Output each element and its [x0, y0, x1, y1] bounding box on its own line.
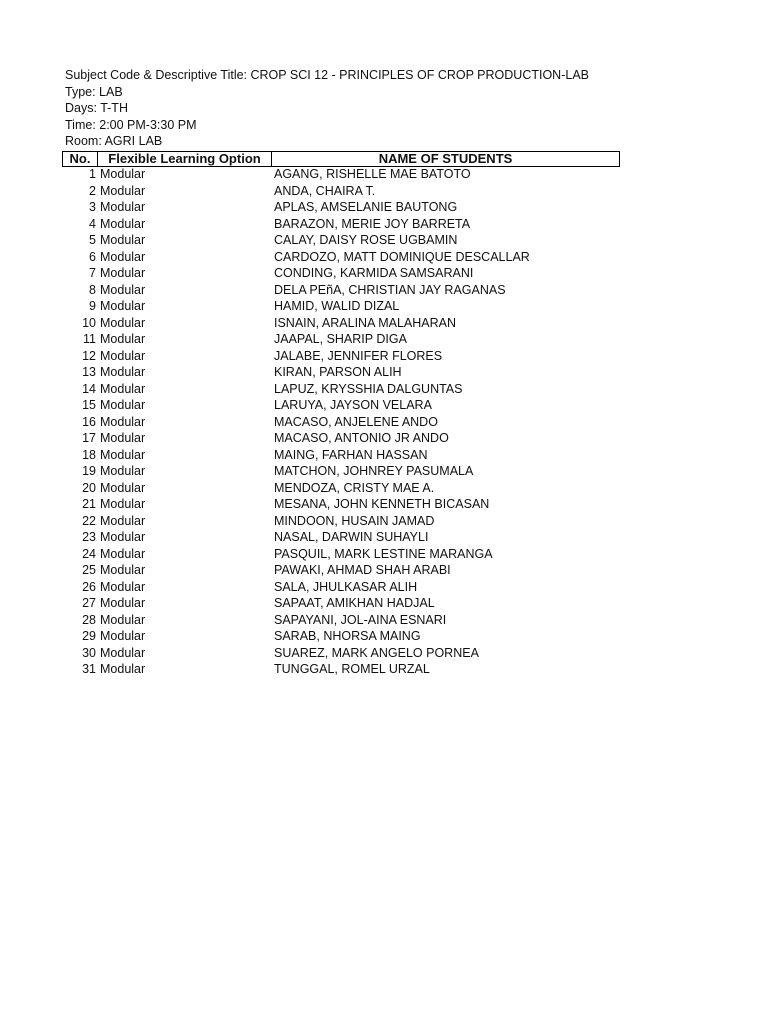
table-row	[62, 349, 620, 366]
table-row	[62, 629, 620, 646]
table-row	[62, 596, 620, 613]
class-room: Room: AGRI LAB	[65, 134, 163, 149]
table-row	[62, 481, 620, 498]
table-row	[62, 530, 620, 547]
row-learning-option: Modular	[100, 447, 146, 462]
row-student-name: HAMID, WALID DIZAL	[274, 299, 400, 313]
row-number: 28	[82, 612, 96, 627]
table-row	[62, 646, 620, 663]
row-student-name: CARDOZO, MATT DOMINIQUE DESCALLAR	[274, 249, 530, 264]
row-student-name: PAWAKI, AHMAD SHAH ARABI	[274, 563, 451, 577]
row-student-name: KIRAN, PARSON ALIH	[274, 365, 402, 379]
row-student-name: SALA, JHULKASAR ALIH	[274, 579, 418, 594]
row-student-name: ISNAIN, ARALINA MALAHARAN	[274, 315, 457, 330]
row-number: 17	[82, 431, 96, 445]
row-student-name: NASAL, DARWIN SUHAYLI	[274, 530, 429, 544]
row-student-name: DELA PEñA, CHRISTIAN JAY RAGANAS	[274, 282, 506, 297]
row-learning-option: Modular	[100, 249, 146, 264]
row-student-name: SARAB, NHORSA MAING	[274, 629, 421, 643]
class-info-block	[65, 67, 589, 150]
row-learning-option: Modular	[100, 480, 146, 495]
row-student-name: PASQUIL, MARK LESTINE MARANGA	[274, 546, 493, 561]
row-learning-option: Modular	[100, 365, 146, 379]
row-number: 23	[82, 530, 96, 544]
student-roster-table	[62, 151, 620, 679]
row-learning-option: Modular	[100, 216, 146, 231]
table-row	[62, 233, 620, 250]
table-row	[62, 316, 620, 333]
row-student-name: BARAZON, MERIE JOY BARRETA	[274, 216, 471, 231]
row-number: 5	[89, 233, 96, 247]
row-learning-option: Modular	[100, 167, 146, 181]
class-time: Time: 2:00 PM-3:30 PM	[65, 117, 197, 132]
row-number: 11	[83, 332, 96, 346]
row-student-name: LAPUZ, KRYSSHIA DALGUNTAS	[274, 381, 463, 396]
row-learning-option: Modular	[100, 464, 146, 478]
row-number: 24	[82, 546, 96, 561]
table-row	[62, 217, 620, 234]
row-learning-option: Modular	[100, 513, 146, 528]
row-number: 27	[82, 596, 96, 610]
row-number: 10	[82, 315, 96, 330]
table-row	[62, 299, 620, 316]
table-row	[62, 365, 620, 382]
row-number: 30	[82, 645, 96, 660]
table-row	[62, 497, 620, 514]
row-learning-option: Modular	[100, 398, 146, 412]
row-learning-option: Modular	[100, 629, 146, 643]
table-row	[62, 580, 620, 597]
table-row	[62, 382, 620, 399]
row-number: 12	[82, 348, 96, 363]
row-number: 26	[82, 579, 96, 594]
table-row	[62, 167, 620, 184]
row-learning-option: Modular	[100, 497, 146, 511]
row-learning-option: Modular	[100, 332, 146, 346]
column-header-no: No.	[63, 152, 98, 166]
row-number: 21	[82, 497, 96, 511]
row-student-name: MAING, FARHAN HASSAN	[274, 447, 428, 462]
class-type: Type: LAB	[65, 84, 123, 99]
table-row	[62, 332, 620, 349]
class-days: Days: T-TH	[65, 101, 128, 116]
row-learning-option: Modular	[100, 579, 146, 594]
row-number: 18	[82, 447, 96, 462]
row-number: 9	[89, 299, 96, 313]
row-number: 8	[89, 282, 96, 297]
row-student-name: MATCHON, JOHNREY PASUMALA	[274, 464, 474, 478]
table-row	[62, 464, 620, 481]
row-student-name: LARUYA, JAYSON VELARA	[274, 398, 432, 412]
row-learning-option: Modular	[100, 299, 146, 313]
row-student-name: JAAPAL, SHARIP DIGA	[274, 332, 407, 346]
row-number: 15	[82, 398, 96, 412]
subject-code-title: Subject Code & Descriptive Title: CROP SCI 12 - PRINCIPLES OF CROP PRODUCTION-LAB	[65, 68, 589, 82]
table-row	[62, 448, 620, 465]
table-header	[62, 151, 620, 167]
row-learning-option: Modular	[100, 563, 146, 577]
row-number: 16	[82, 414, 96, 429]
table-row	[62, 200, 620, 217]
table-row	[62, 547, 620, 564]
table-row	[62, 613, 620, 630]
row-learning-option: Modular	[100, 266, 146, 280]
row-learning-option: Modular	[100, 612, 146, 627]
row-student-name: MACASO, ANJELENE ANDO	[274, 414, 438, 429]
column-header-learning-option: Flexible Learning Option	[98, 152, 272, 166]
row-number: 31	[82, 662, 96, 676]
row-number: 2	[89, 183, 96, 198]
table-row	[62, 266, 620, 283]
row-student-name: MACASO, ANTONIO JR ANDO	[274, 431, 449, 445]
row-student-name: SAPAAT, AMIKHAN HADJAL	[274, 596, 435, 610]
row-student-name: JALABE, JENNIFER FLORES	[274, 348, 443, 363]
row-learning-option: Modular	[100, 183, 146, 198]
table-row	[62, 184, 620, 201]
row-learning-option: Modular	[100, 414, 146, 429]
row-number: 22	[82, 513, 96, 528]
row-learning-option: Modular	[100, 530, 146, 544]
row-learning-option: Modular	[100, 596, 146, 610]
row-student-name: MINDOON, HUSAIN JAMAD	[274, 513, 435, 528]
row-learning-option: Modular	[100, 282, 146, 297]
row-learning-option: Modular	[100, 645, 146, 660]
row-student-name: CONDING, KARMIDA SAMSARANI	[274, 266, 474, 280]
row-learning-option: Modular	[100, 348, 146, 363]
row-learning-option: Modular	[100, 381, 146, 396]
row-number: 6	[89, 249, 96, 264]
row-number: 13	[82, 365, 96, 379]
table-row	[62, 514, 620, 531]
row-student-name: TUNGGAL, ROMEL URZAL	[274, 662, 430, 676]
row-number: 25	[82, 563, 96, 577]
row-learning-option: Modular	[100, 233, 146, 247]
row-learning-option: Modular	[100, 662, 146, 676]
row-number: 7	[89, 266, 96, 280]
table-row	[62, 431, 620, 448]
row-learning-option: Modular	[100, 315, 146, 330]
row-learning-option: Modular	[100, 200, 146, 214]
row-learning-option: Modular	[100, 546, 146, 561]
row-student-name: SAPAYANI, JOL-AINA ESNARI	[274, 612, 447, 627]
row-learning-option: Modular	[100, 431, 146, 445]
table-row	[62, 662, 620, 679]
row-student-name: CALAY, DAISY ROSE UGBAMIN	[274, 233, 458, 247]
column-header-student-name: NAME OF STUDENTS	[378, 151, 513, 166]
row-student-name: MENDOZA, CRISTY MAE A.	[274, 480, 435, 495]
row-number: 29	[82, 629, 96, 643]
row-student-name: APLAS, AMSELANIE BAUTONG	[274, 200, 458, 214]
row-student-name: ANDA, CHAIRA T.	[274, 183, 376, 198]
row-number: 14	[82, 381, 96, 396]
table-body	[62, 167, 620, 679]
table-row	[62, 563, 620, 580]
row-student-name: AGANG, RISHELLE MAE BATOTO	[274, 167, 471, 181]
row-number: 1	[89, 167, 96, 181]
table-row	[62, 250, 620, 267]
row-number: 19	[82, 464, 96, 478]
row-number: 4	[89, 216, 96, 231]
row-number: 3	[89, 200, 96, 214]
table-row	[62, 283, 620, 300]
table-row	[62, 398, 620, 415]
row-student-name: SUAREZ, MARK ANGELO PORNEA	[274, 645, 479, 660]
table-row	[62, 415, 620, 432]
row-student-name: MESANA, JOHN KENNETH BICASAN	[274, 497, 490, 511]
row-number: 20	[82, 480, 96, 495]
